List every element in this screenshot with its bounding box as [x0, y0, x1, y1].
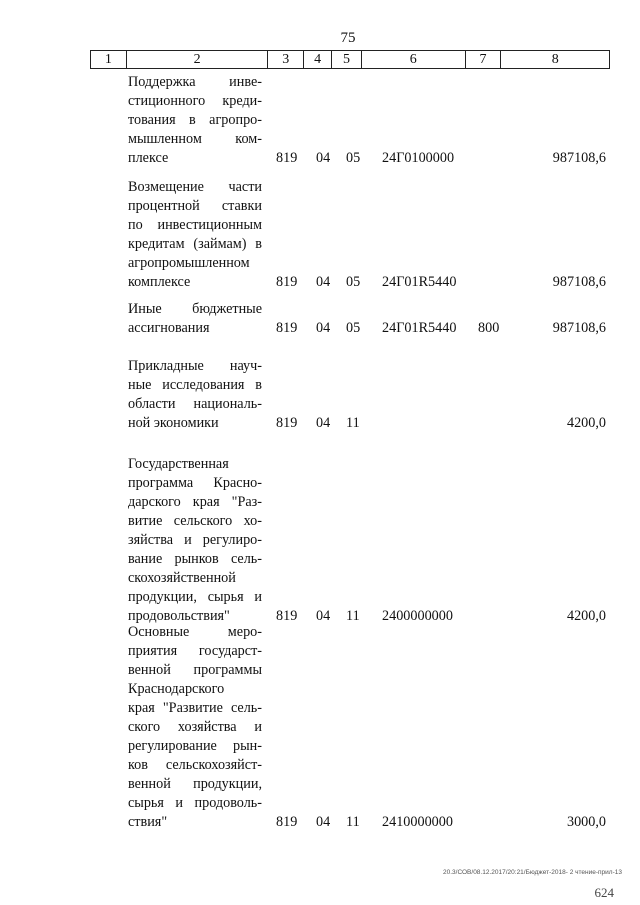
- row-name-line: Основные меро-: [128, 624, 262, 640]
- row-name-line: по инвестиционным: [128, 217, 262, 233]
- row-expense-type: 800: [478, 320, 500, 336]
- handwritten-page-number: 624: [594, 885, 614, 900]
- row-name-line: витие сельского хо-: [128, 513, 262, 529]
- header-col-7: 7: [466, 51, 502, 68]
- row-name-line: Возмещение части: [128, 179, 262, 195]
- row-name-line: ные исследования в: [128, 377, 262, 393]
- row-grbs-code: 819: [276, 320, 298, 336]
- row-section-code: 04: [316, 320, 331, 336]
- row-name-line: венной программы: [128, 662, 262, 678]
- page-number: 75: [340, 30, 356, 46]
- row-name-line: ков сельскохозяйст-: [128, 757, 262, 773]
- row-name-line: венной продукции,: [128, 776, 262, 792]
- row-name-line: комплексе: [128, 274, 191, 290]
- row-grbs-code: 819: [276, 150, 298, 166]
- row-name-line: продукции, сырья и: [128, 589, 262, 605]
- row-grbs-code: 819: [276, 274, 298, 290]
- row-name-line: сырья и продоволь-: [128, 795, 262, 811]
- row-name: [128, 455, 262, 626]
- row-target-article: 2410000000: [382, 814, 453, 830]
- row-section-code: 04: [316, 150, 331, 166]
- row-target-article: 24Г01R5440: [382, 320, 457, 336]
- row-name-line: ствия": [128, 814, 168, 830]
- row-subsection-code: 11: [346, 415, 360, 431]
- row-name-line: регулирование рын-: [128, 738, 262, 754]
- row-name-line: агропромышленном: [128, 255, 250, 271]
- row-sum: 987108,6: [552, 274, 606, 290]
- row-grbs-code: 819: [276, 415, 298, 431]
- row-name-line: скохозяйственной: [128, 570, 236, 586]
- row-name-line: стиционного креди-: [128, 93, 262, 109]
- row-name-line: мышленном ком-: [128, 131, 262, 147]
- row-subsection-code: 11: [346, 814, 360, 830]
- row-subsection-code: 11: [346, 608, 360, 624]
- row-subsection-code: 05: [346, 274, 361, 290]
- row-name-line: процентной ставки: [128, 198, 262, 214]
- row-name-line: ассигнования: [128, 320, 210, 336]
- row-name-line: плексе: [128, 150, 169, 166]
- row-sum: 4200,0: [566, 415, 606, 431]
- row-name-line: края "Развитие сель-: [128, 700, 262, 716]
- row-name-line: зяйства и регулиро-: [128, 532, 262, 548]
- row-name-line: Прикладные науч-: [128, 358, 262, 374]
- row-name-line: дарского края "Раз-: [128, 494, 262, 510]
- header-col-6: 6: [362, 51, 466, 68]
- header-col-5: 5: [332, 51, 362, 68]
- header-col-8: 8: [551, 52, 559, 67]
- row-grbs-code: 819: [276, 814, 298, 830]
- header-col-4: 4: [304, 51, 332, 68]
- row-sum: 3000,0: [566, 814, 606, 830]
- row-name-line: тования в агропро-: [128, 112, 262, 128]
- row-section-code: 04: [316, 608, 331, 624]
- row-name-line: Поддержка инве-: [128, 74, 262, 90]
- row-target-article: 2400000000: [382, 608, 453, 624]
- row-name: [128, 300, 262, 338]
- row-subsection-code: 05: [346, 320, 361, 336]
- row-name-line: области националь-: [128, 396, 262, 412]
- table-header: [90, 50, 610, 69]
- row-name-line: продовольствия": [128, 608, 230, 624]
- header-col-2: 2: [127, 51, 268, 68]
- row-name: [128, 623, 262, 832]
- row-name-line: ной экономики: [128, 415, 219, 431]
- row-name-line: Государственная: [128, 456, 229, 472]
- header-col-1: 1: [91, 51, 127, 68]
- row-section-code: 04: [316, 814, 331, 830]
- row-name-line: вание рынков сель-: [128, 551, 262, 567]
- row-name-line: приятия государст-: [128, 643, 262, 659]
- header-col-3: 3: [268, 51, 304, 68]
- document-stamp: 20.3/СОВ/08.12.2017/20:21/Бюджет-2018- 2 чтение-прил-13: [442, 869, 622, 876]
- row-name: [128, 357, 262, 433]
- row-target-article: 24Г01R5440: [382, 274, 457, 290]
- row-name-line: Иные бюджетные: [128, 301, 262, 317]
- row-sum: 4200,0: [566, 608, 606, 624]
- row-target-article: 24Г0100000: [382, 150, 455, 166]
- row-name: [128, 178, 262, 292]
- row-subsection-code: 05: [346, 150, 361, 166]
- row-section-code: 04: [316, 415, 331, 431]
- row-name-line: кредитам (займам) в: [128, 236, 262, 252]
- row-name-line: Краснодарского: [128, 681, 225, 697]
- row-name-line: ского хозяйства и: [128, 719, 262, 735]
- row-section-code: 04: [316, 274, 331, 290]
- row-sum: 987108,6: [552, 320, 606, 336]
- row-sum: 987108,6: [552, 150, 606, 166]
- row-grbs-code: 819: [276, 608, 298, 624]
- row-name-line: программа Красно-: [128, 475, 262, 491]
- row-name: [128, 73, 262, 168]
